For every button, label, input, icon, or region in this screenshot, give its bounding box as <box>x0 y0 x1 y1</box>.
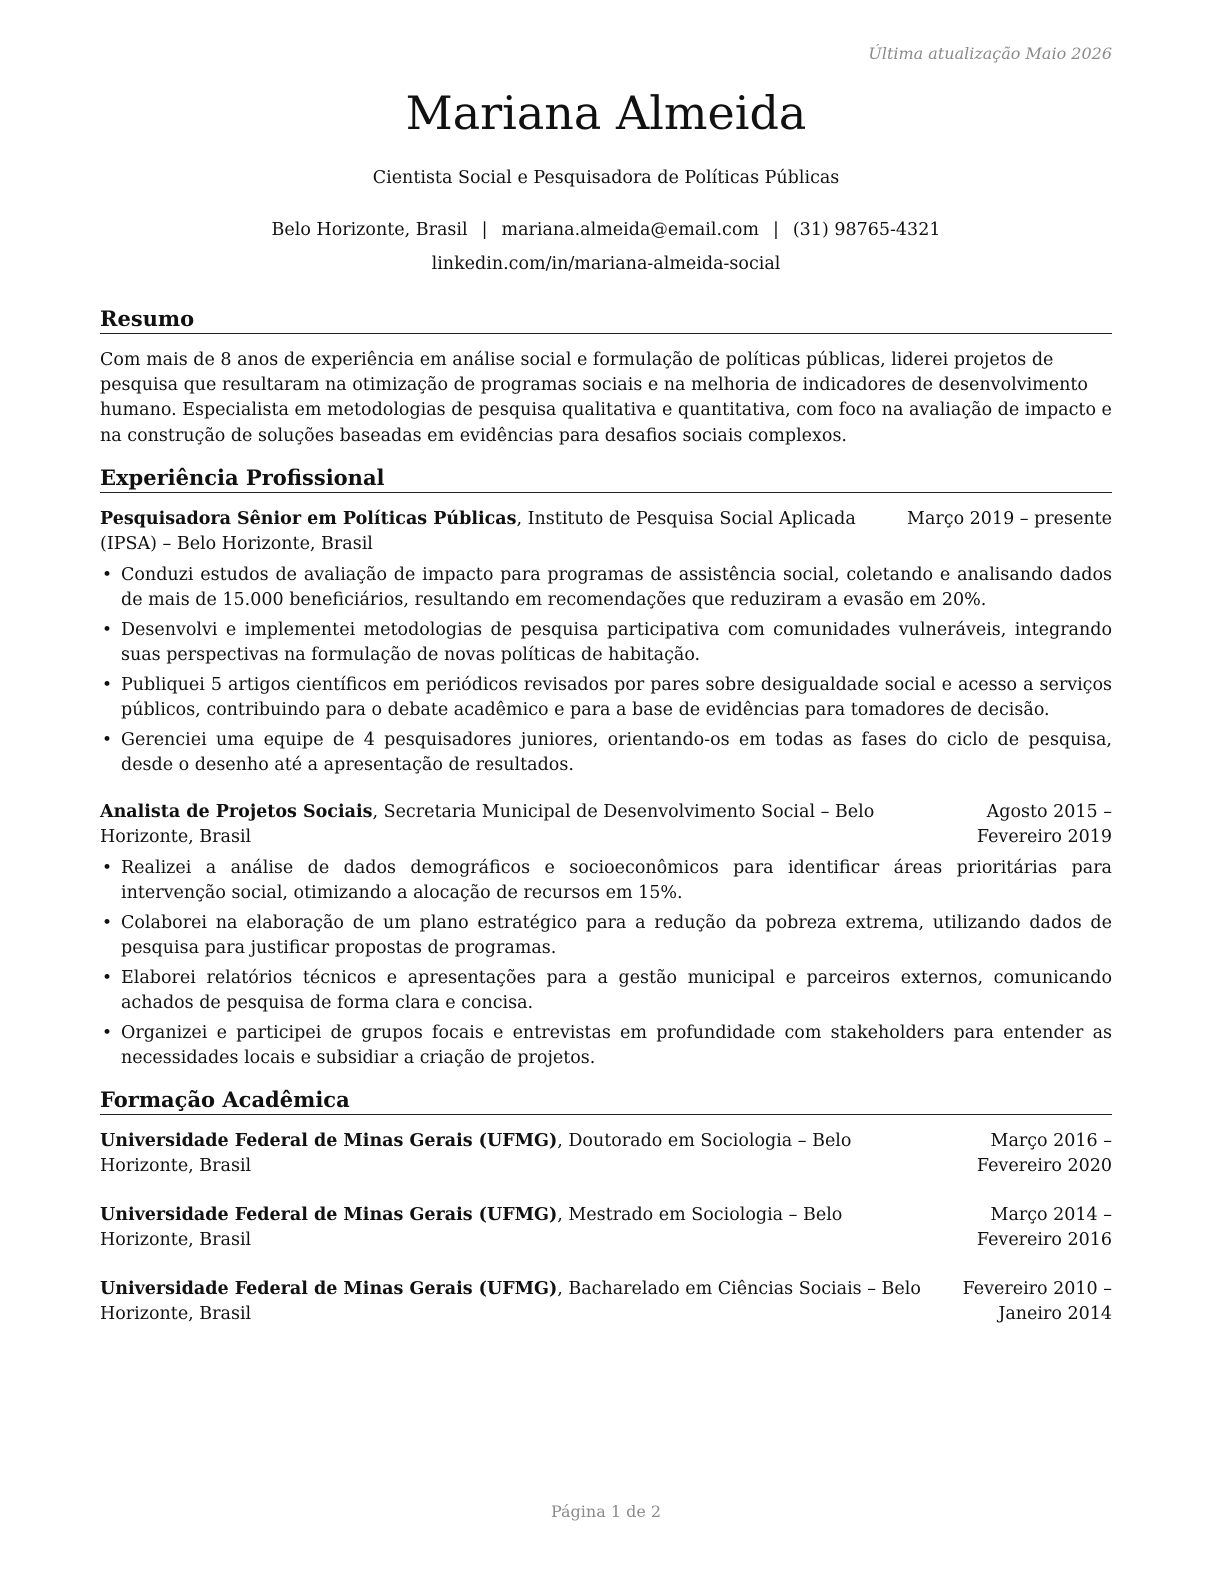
summary-text: Com mais de 8 anos de experiência em análise social e formulação de políticas públicas, liderei projetos de pesquisa que resultaram na otimização de programas sociais e na melhoria de indicadores de desenvolvimento humano. Especialista em metodologias de pesquisa qualitativa e quantitativa, com foco na avaliação de impacto e na construção de soluções baseadas em evidências para desafios sociais complexos. <box>100 350 1112 446</box>
degree-detail: , Mestrado em Sociologia – Belo Horizonte, Brasil <box>100 1205 843 1250</box>
bullet-item: • Organizei e participei de grupos focais e entrevistas em profundidade com stakeholders para entender as necessidades locais e subsidiar a criação de projetos. <box>100 1021 1112 1071</box>
resume-page <box>100 0 1112 1584</box>
bullet-item: • Elaborei relatórios técnicos e apresentações para a gestão municipal e parceiros externos, comunicando achados de pesquisa de forma clara e concisa. <box>100 966 1112 1016</box>
school-name: Universidade Federal de Minas Gerais (UFMG) <box>100 1205 558 1225</box>
job-bullets <box>100 563 1112 778</box>
separator: | <box>772 220 779 240</box>
education-entry <box>100 1129 1112 1179</box>
phone-number: (31) 98765-4321 <box>792 220 941 240</box>
job-organization: , Instituto de Pesquisa Social Aplicada (IPSA) – Belo Horizonte, Brasil <box>100 509 856 554</box>
contact-info <box>100 220 1112 240</box>
education-entry <box>100 1203 1112 1253</box>
section-title-education: Formação Acadêmica <box>100 1086 1112 1115</box>
education-heading <box>100 1277 934 1327</box>
bullet-item: • Realizei a análise de dados demográficos e socioeconômicos para identificar áreas prioritárias para intervenção social, otimizando a alocação de recursos em 15%. <box>100 856 1112 906</box>
bullet-item: • Conduzi estudos de avaliação de impacto para programas de assistência social, coletando e analisando dados de mais de 15.000 beneficiários, resultando em recomendações que reduziram a evasão em 20%. <box>100 563 1112 613</box>
education-dates: Março 2014 – Fevereiro 2016 <box>976 1205 1112 1250</box>
headline: Cientista Social e Pesquisadora de Políticas Públicas <box>372 168 840 188</box>
bullet-item: • Desenvolvi e implementei metodologias de pesquisa participativa com comunidades vulneráveis, integrando suas perspectivas na formulação de novas políticas de habitação. <box>100 618 1112 668</box>
job-organization: , Secretaria Municipal de Desenvolvimento Social – Belo Horizonte, Brasil <box>100 802 875 847</box>
last-updated: Última atualização Maio 2026 <box>868 44 1112 63</box>
education-heading <box>100 1129 934 1179</box>
education-dates: Março 2016 – Fevereiro 2020 <box>976 1131 1112 1176</box>
school-name: Universidade Federal de Minas Gerais (UFMG) <box>100 1279 558 1299</box>
bullet-item: • Publiquei 5 artigos científicos em periódicos revisados por pares sobre desigualdade social e acesso a serviços públicos, contribuindo para o debate acadêmico e para a base de evidências para tomadores de decisão. <box>100 673 1112 723</box>
job-bullets <box>100 856 1112 1071</box>
page-number: Página 1 de 2 <box>550 1502 662 1521</box>
job-entry <box>100 800 1112 1076</box>
education-entry <box>100 1277 1112 1327</box>
section-title-experience: Experiência Profissional <box>100 464 1112 493</box>
job-role: Pesquisadora Sênior em Políticas Públicas <box>100 509 517 529</box>
job-dates: Março 2019 – presente <box>907 509 1112 529</box>
degree-detail: , Bacharelado em Ciências Sociais – Belo Horizonte, Brasil <box>100 1279 921 1324</box>
job-dates: Agosto 2015 – Fevereiro 2019 <box>976 802 1112 847</box>
job-heading <box>100 507 867 557</box>
section-title-summary: Resumo <box>100 305 1112 334</box>
job-entry <box>100 507 1112 783</box>
email-link[interactable]: mariana.almeida@email.com <box>501 220 759 240</box>
separator: | <box>481 220 488 240</box>
degree-detail: , Doutorado em Sociologia – Belo Horizonte, Brasil <box>100 1131 852 1176</box>
bullet-item: • Gerenciei uma equipe de 4 pesquisadores juniores, orientando-os em todas as fases do ciclo de pesquisa, desde o desenho até a apresentação de resultados. <box>100 728 1112 778</box>
job-role: Analista de Projetos Sociais <box>100 802 373 822</box>
bullet-item: • Colaborei na elaboração de um plano estratégico para a redução da pobreza extrema, utilizando dados de pesquisa para justificar propostas de programas. <box>100 911 1112 961</box>
candidate-name: Mariana Almeida <box>405 86 807 140</box>
education-heading <box>100 1203 934 1253</box>
education-dates: Fevereiro 2010 – Janeiro 2014 <box>962 1279 1112 1324</box>
linkedin-link[interactable]: linkedin.com/in/mariana-almeida-social <box>431 254 781 274</box>
job-heading <box>100 800 934 850</box>
location: Belo Horizonte, Brasil <box>271 220 468 240</box>
school-name: Universidade Federal de Minas Gerais (UFMG) <box>100 1131 558 1151</box>
